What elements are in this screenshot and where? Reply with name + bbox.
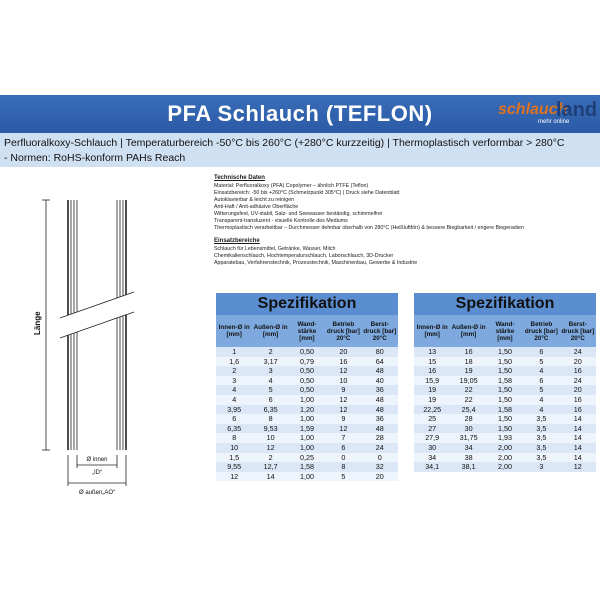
table-cell: 3	[523, 462, 559, 472]
inner-diameter-label: Ø innen	[86, 457, 108, 463]
column-header: Außen-Ø in [mm]	[252, 315, 288, 347]
table-cell: 19	[450, 366, 486, 376]
table-cell: 14	[560, 424, 596, 434]
table-row	[414, 385, 596, 395]
table-cell: 3,5	[523, 433, 559, 443]
table-cell: 1,50	[487, 366, 523, 376]
table-row	[216, 443, 398, 453]
table-cell: 4	[252, 376, 288, 386]
table-cell: 2	[216, 366, 252, 376]
table-cell: 20	[362, 472, 398, 482]
table-cell: 24	[560, 347, 596, 357]
table-cell: 22	[450, 385, 486, 395]
column-header: Wand-stärke [mm]	[487, 315, 523, 347]
table-cell: 3,5	[523, 443, 559, 453]
table-cell: 1,00	[289, 433, 325, 443]
tech-heading: Technische Daten	[214, 175, 265, 181]
column-header: Innen-Ø in [mm]	[414, 315, 450, 347]
length-label: Länge	[33, 311, 42, 335]
table-cell: 12	[252, 443, 288, 453]
table-row	[216, 357, 398, 367]
table-cell: 5	[523, 357, 559, 367]
table-cell: 19,05	[450, 376, 486, 386]
table-cell: 4	[523, 405, 559, 415]
table-cell: 0,50	[289, 385, 325, 395]
table-cell: 6,35	[216, 424, 252, 434]
spec-table-left	[216, 293, 398, 481]
table-cell: 20	[560, 385, 596, 395]
table-cell: 1,59	[289, 424, 325, 434]
table-cell: 1	[216, 347, 252, 357]
table-cell: 2,00	[487, 443, 523, 453]
table-cell: 4	[523, 395, 559, 405]
column-header: Wand-stärke [mm]	[289, 315, 325, 347]
table-cell: 20	[325, 347, 361, 357]
tech-line: Material: Perfluoralkoxy (PFA) Copolymer – ähnlich PTFE (Teflon)	[214, 183, 369, 189]
table-cell: 36	[362, 385, 398, 395]
table-cell: 0,50	[289, 376, 325, 386]
table-cell: 24	[560, 376, 596, 386]
table-cell: 16	[560, 405, 596, 415]
table-cell: 0	[362, 453, 398, 463]
table-cell: 1,50	[487, 424, 523, 434]
table-cell: 1,00	[289, 414, 325, 424]
use-line: Apparatebau, Verfahrenstechnik, Prozesstechnik, Maschinenbau, Gewerbe & Industrie	[214, 260, 418, 266]
table-row	[414, 347, 596, 357]
table-cell: 6	[216, 414, 252, 424]
table-cell: 14	[560, 414, 596, 424]
table-cell: 34	[414, 453, 450, 463]
table-cell: 48	[362, 395, 398, 405]
table-cell: 0,79	[289, 357, 325, 367]
table-cell: 8	[216, 433, 252, 443]
table-cell: 64	[362, 357, 398, 367]
table-cell: 8	[325, 462, 361, 472]
table-cell: 3,5	[523, 424, 559, 434]
table-cell: 5	[523, 385, 559, 395]
use-line: Chemikalienschlauch, Hochtemperaturschlauch, Laborschlauch, 3D-Drucker	[214, 253, 394, 259]
table-row	[414, 443, 596, 453]
table-cell: 0	[325, 453, 361, 463]
inner-diameter-code: „ID“	[92, 470, 102, 476]
table-row	[414, 433, 596, 443]
tech-line: Einsatzbereich: -50 bis +260°C (Schmelzpunkt 305°C) | Druck siehe Datenblatt	[214, 190, 400, 196]
table-cell: 38,1	[450, 462, 486, 472]
table-row	[216, 366, 398, 376]
tech-line: Witterungsfest, UV-stabil, Salz- und Seewasser beständig, schimmelfrei	[214, 211, 383, 217]
table-cell: 1,50	[487, 347, 523, 357]
table-cell: 34	[450, 443, 486, 453]
table-cell: 1,50	[487, 414, 523, 424]
table-cell: 13	[414, 347, 450, 357]
table-cell: 6	[252, 395, 288, 405]
outer-diameter-label: Ø außen„AO“	[78, 490, 116, 496]
table-cell: 25	[414, 414, 450, 424]
table-cell: 1,58	[487, 405, 523, 415]
table-row	[216, 376, 398, 386]
table-row	[414, 453, 596, 463]
table-cell: 1,00	[289, 472, 325, 482]
table-cell: 14	[252, 472, 288, 482]
table-cell: 6	[325, 443, 361, 453]
table-cell: 27	[414, 424, 450, 434]
table-cell: 40	[362, 376, 398, 386]
table-cell: 12	[216, 472, 252, 482]
table-row	[414, 424, 596, 434]
table-cell: 15	[414, 357, 450, 367]
table-row	[216, 395, 398, 405]
table-cell: 3	[216, 376, 252, 386]
info-line-2: - Normen: RoHS-konform PAHs Reach	[4, 152, 186, 164]
table-cell: 27,9	[414, 433, 450, 443]
table-row	[414, 366, 596, 376]
table-row	[216, 472, 398, 482]
table-cell: 31,75	[450, 433, 486, 443]
logo-subtitle: mehr online	[538, 119, 570, 125]
table-cell: 12	[325, 395, 361, 405]
table-cell: 15,9	[414, 376, 450, 386]
table-cell: 16	[325, 357, 361, 367]
table-cell: 3,5	[523, 453, 559, 463]
table-cell: 14	[560, 443, 596, 453]
table-cell: 4	[216, 395, 252, 405]
table-cell: 6	[523, 376, 559, 386]
table-cell: 3,17	[252, 357, 288, 367]
technical-data	[214, 175, 594, 267]
table-cell: 10	[252, 433, 288, 443]
table-cell: 1,6	[216, 357, 252, 367]
tech-line: Transparent-transluzent - visuelle Kontrolle des Mediums	[214, 218, 348, 224]
table-cell: 19	[414, 395, 450, 405]
table-cell: 30	[414, 443, 450, 453]
table-row	[216, 405, 398, 415]
table-cell: 7	[325, 433, 361, 443]
table-cell: 1,00	[289, 443, 325, 453]
title-banner	[0, 95, 600, 133]
table-cell: 4	[523, 366, 559, 376]
table-cell: 1,93	[487, 433, 523, 443]
brand-logo	[498, 99, 598, 129]
table-cell: 30	[450, 424, 486, 434]
table-cell: 6,35	[252, 405, 288, 415]
spec-table-right	[414, 293, 596, 472]
table-cell: 1,58	[487, 376, 523, 386]
table-cell: 14	[560, 433, 596, 443]
info-band	[0, 133, 600, 167]
tech-line: Autoklavierbar & leicht zu reinigen	[214, 197, 295, 203]
table-cell: 12,7	[252, 462, 288, 472]
table-cell: 9,53	[252, 424, 288, 434]
table-row	[216, 385, 398, 395]
column-header: Außen-Ø in [mm]	[450, 315, 486, 347]
table-cell: 9,55	[216, 462, 252, 472]
table-row	[216, 433, 398, 443]
table-cell: 3,95	[216, 405, 252, 415]
table-cell: 9	[325, 385, 361, 395]
use-line: Schlauch für Lebensmittel, Getränke, Wasser, Milch	[214, 246, 336, 252]
table-row	[414, 405, 596, 415]
spec-title-left: Spezifikation	[216, 293, 398, 315]
table-cell: 48	[362, 424, 398, 434]
table-cell: 36	[362, 414, 398, 424]
column-header: Betrieb druck [bar] 20°C	[325, 315, 361, 347]
table-cell: 38	[450, 453, 486, 463]
table-cell: 12	[325, 405, 361, 415]
table-cell: 14	[560, 453, 596, 463]
table-row	[216, 347, 398, 357]
hose-diagram	[33, 200, 140, 500]
table-cell: 1,58	[289, 462, 325, 472]
table-cell: 1,20	[289, 405, 325, 415]
table-cell: 48	[362, 366, 398, 376]
table-cell: 22	[450, 395, 486, 405]
table-cell: 10	[325, 376, 361, 386]
table-cell: 9	[325, 414, 361, 424]
table-row	[414, 395, 596, 405]
table-cell: 1,50	[487, 357, 523, 367]
column-header: Berst-druck [bar] 20°C	[560, 315, 596, 347]
table-row	[216, 414, 398, 424]
table-cell: 3	[252, 366, 288, 376]
table-cell: 19	[414, 385, 450, 395]
table-cell: 8	[252, 414, 288, 424]
table-cell: 16	[560, 395, 596, 405]
table-cell: 3,5	[523, 414, 559, 424]
table-cell: 16	[414, 366, 450, 376]
table-cell: 12	[560, 462, 596, 472]
column-header: Berst-druck [bar] 20°C	[362, 315, 398, 347]
table-row	[414, 376, 596, 386]
table-cell: 4	[216, 385, 252, 395]
product-sheet	[0, 95, 600, 515]
table-cell: 0,25	[289, 453, 325, 463]
table-cell: 28	[362, 433, 398, 443]
table-cell: 2	[252, 347, 288, 357]
table-cell: 25,4	[450, 405, 486, 415]
table-row	[414, 414, 596, 424]
column-header: Innen-Ø in [mm]	[216, 315, 252, 347]
table-cell: 34,1	[414, 462, 450, 472]
table-row	[216, 453, 398, 463]
table-cell: 18	[450, 357, 486, 367]
tech-line: Thermoplastisch verarbeitbar – Durchmesser dehnbar oberhalb von 280°C (Heißluftfön) & bessere Biegbarkeit / engere Biegeradien	[214, 225, 524, 231]
table-cell: 1,00	[289, 395, 325, 405]
table-cell: 80	[362, 347, 398, 357]
table-cell: 24	[362, 443, 398, 453]
table-cell: 1,50	[487, 395, 523, 405]
table-cell: 12	[325, 424, 361, 434]
table-cell: 1,50	[487, 385, 523, 395]
info-line-1: Perfluoralkoxy-Schlauch | Temperaturbereich -50°C bis 260°C (+280°C kurzzeitig) | Thermoplastisch verformbar > 280°C	[4, 137, 565, 149]
logo-word-2: land	[556, 99, 598, 121]
table-cell: 0,50	[289, 347, 325, 357]
table-cell: 0,50	[289, 366, 325, 376]
table-cell: 22,25	[414, 405, 450, 415]
table-cell: 48	[362, 405, 398, 415]
table-cell: 16	[560, 366, 596, 376]
table-cell: 10	[216, 443, 252, 453]
table-cell: 5	[252, 385, 288, 395]
logo-word-1: schlauch	[498, 101, 568, 118]
table-cell: 2	[252, 453, 288, 463]
table-cell: 20	[560, 357, 596, 367]
table-row	[414, 357, 596, 367]
table-row	[216, 424, 398, 434]
spec-title-right: Spezifikation	[414, 293, 596, 315]
table-cell: 12	[325, 366, 361, 376]
table-cell: 2,00	[487, 462, 523, 472]
column-header: Betrieb druck [bar] 20°C	[523, 315, 559, 347]
use-heading: Einsatzbereiche	[214, 238, 260, 244]
table-cell: 6	[523, 347, 559, 357]
table-cell: 2,00	[487, 453, 523, 463]
tech-line: Anti-Haft / Anti-adhäsive Oberfläche	[214, 204, 299, 210]
table-cell: 1,5	[216, 453, 252, 463]
table-cell: 5	[325, 472, 361, 482]
table-cell: 28	[450, 414, 486, 424]
table-cell: 32	[362, 462, 398, 472]
table-cell: 16	[450, 347, 486, 357]
page-title: PFA Schlauch (TEFLON)	[167, 101, 433, 126]
table-row	[414, 462, 596, 472]
table-row	[216, 462, 398, 472]
